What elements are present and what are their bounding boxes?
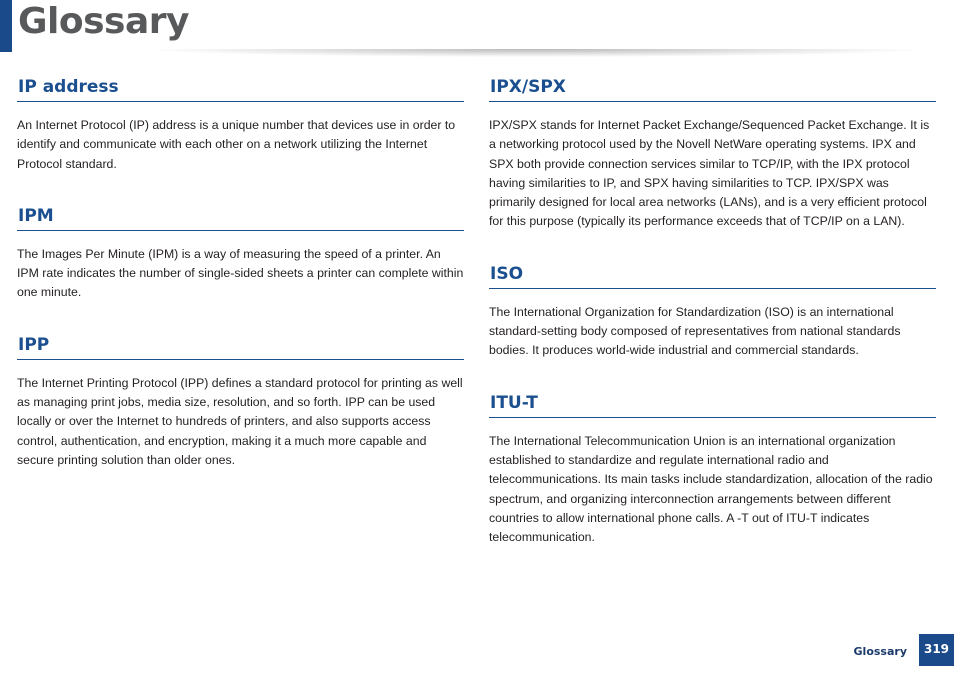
left-column (17, 75, 464, 500)
glossary-entry-itu-t (489, 391, 936, 548)
entry-heading: IP address (17, 75, 464, 102)
entry-heading: IPP (17, 333, 464, 360)
glossary-entry-ipm (17, 204, 464, 303)
entry-heading: ITU-T (489, 391, 936, 418)
glossary-entry-ip-address (17, 75, 464, 174)
entry-body: The Images Per Minute (IPM) is a way of measuring the speed of a printer. An IPM rate indicates the number of single-sided sheets a printer can complete within one minute. (17, 246, 464, 300)
entry-body: The Internet Printing Protocol (IPP) defines a standard protocol for printing as well as managing print jobs, media size, resolution, and so forth. IPP can be used locally or over the Internet to hundreds of printers, and also supports access control, authentication, and encryption, making it a much more capable and secure printing solution than older ones. (17, 375, 463, 467)
page-number-badge: 319 (919, 634, 954, 666)
entry-heading: IPX/SPX (489, 75, 936, 102)
glossary-entry-iso (489, 262, 936, 361)
entry-body: The International Organization for Standardization (ISO) is an international standard-setting body composed of representatives from national standards bodies. It produces world-wide industrial and commercial standards. (489, 304, 901, 358)
footer-section-label: Glossary (853, 644, 907, 658)
title-accent-bar (0, 0, 12, 52)
page-title: Glossary (18, 1, 189, 42)
glossary-entry-ipp (17, 333, 464, 470)
page-footer (854, 634, 954, 666)
entry-body: IPX/SPX stands for Internet Packet Exchange/Sequenced Packet Exchange. It is a networking protocol used by the Novell NetWare operating systems. IPX and SPX both provide connection services similar to TCP/IP, with the IPX protocol having similarities to IP, and SPX having similarities to TCP. IPX/SPX was primarily designed for local area networks (LANs), and is a very efficient protocol for this purpose (typically its performance exceeds that of TCP/IP on a LAN). (489, 118, 930, 229)
glossary-entry-ipx-spx (489, 75, 936, 232)
entry-body: The International Telecommunication Union is an international organization established to standardize and regulate international radio and telecommunications. Its main tasks include standardization, allocation of the radio spectrum, and organizing interconnection arrangements between different countries to allow international phone calls. A -T out of ITU-T indicates telecommunication. (489, 433, 933, 545)
entry-body: An Internet Protocol (IP) address is a unique number that devices use in order to identify and communicate with each other on a network utilizing the Internet Protocol standard. (17, 118, 456, 171)
entry-heading: IPM (17, 204, 464, 231)
title-shadow-divider (150, 49, 920, 57)
right-column (489, 75, 936, 577)
entry-heading: ISO (489, 262, 936, 289)
